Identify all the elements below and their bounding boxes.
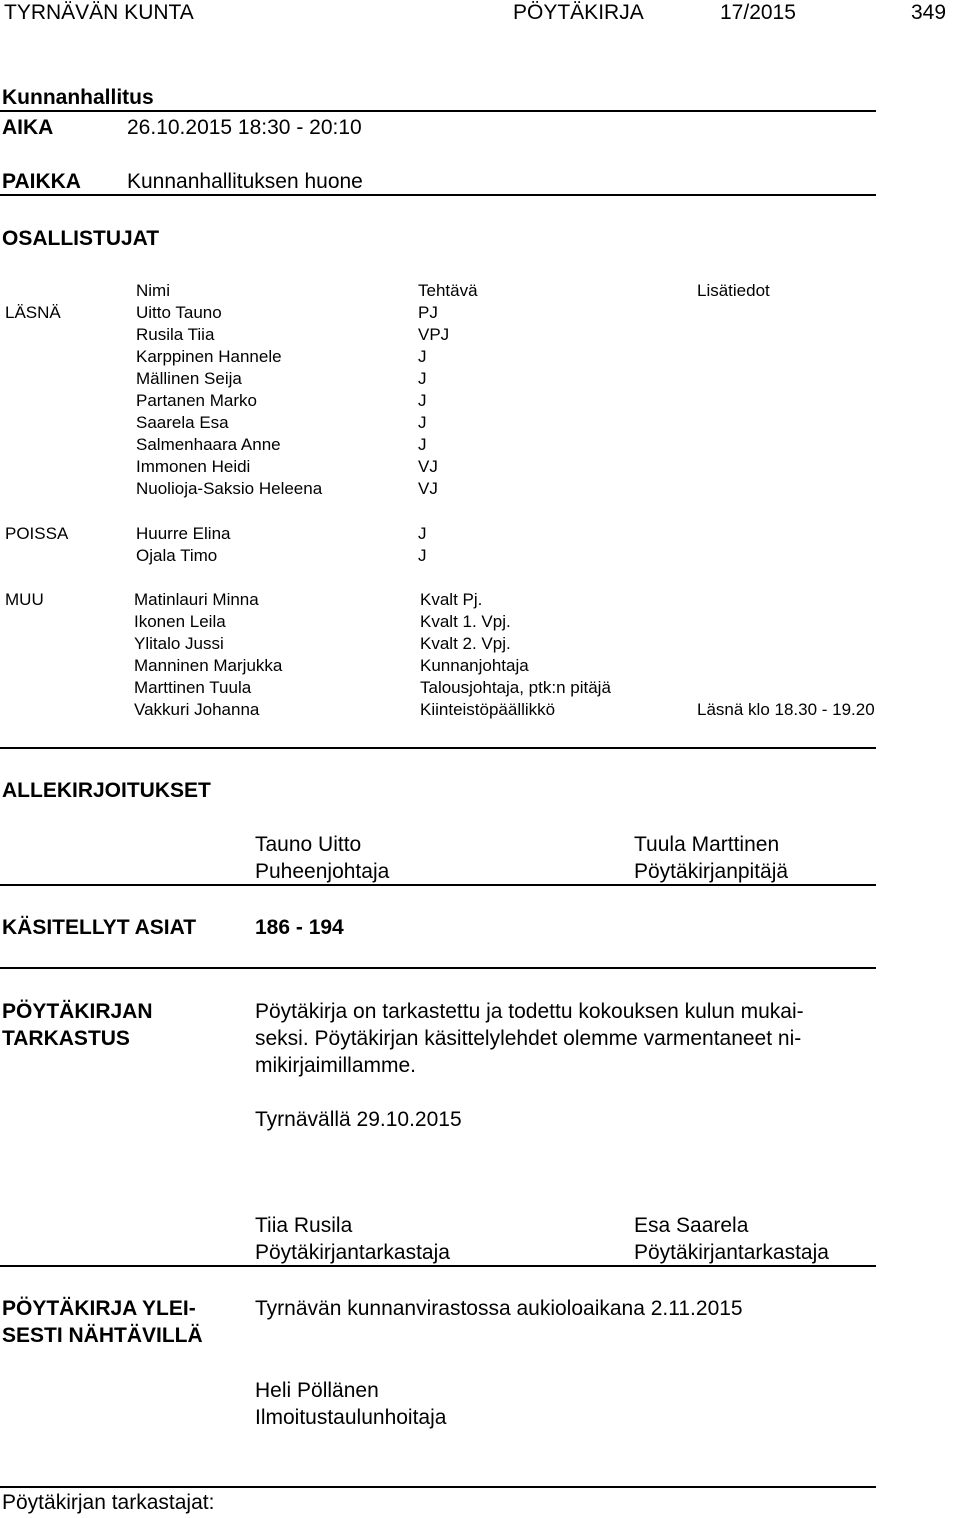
column-header-role: Tehtävä (418, 281, 478, 300)
public-display-text: Tyrnävän kunnanvirastossa aukioloaikana 2.11.2015 (255, 1297, 743, 1320)
page-number: 349 (911, 1, 947, 24)
column-header-info: Lisätiedot (697, 281, 770, 300)
divider (0, 194, 876, 196)
reviewer-name: Tiia Rusila (255, 1214, 353, 1237)
participant-role: J (418, 391, 427, 410)
time-value: 26.10.2015 18:30 - 20:10 (127, 116, 362, 139)
participant-info: Läsnä klo 18.30 - 19.20 (697, 700, 875, 719)
place-label: PAIKKA (2, 170, 81, 193)
participant-role: J (418, 347, 427, 366)
participant-role: VPJ (418, 325, 450, 344)
participant-name: Saarela Esa (136, 413, 229, 432)
review-label: PÖYTÄKIRJAN (2, 1000, 153, 1023)
official-title: Ilmoitustaulunhoitaja (255, 1406, 447, 1429)
participant-name: Nuolioja-Saksio Heleena (136, 479, 323, 498)
participant-role: VJ (418, 479, 438, 498)
public-label: PÖYTÄKIRJA YLEI- (2, 1297, 196, 1320)
participant-role: J (418, 546, 427, 565)
other-label: MUU (5, 590, 44, 609)
review-text-line: seksi. Pöytäkirjan käsittelylehdet olemme varmentaneet ni- (255, 1027, 802, 1050)
place-value: Kunnanhallituksen huone (127, 170, 363, 193)
participant-name: Rusila Tiia (136, 325, 215, 344)
divider (0, 110, 876, 112)
reviewers-label: Pöytäkirjan tarkastajat: (2, 1491, 215, 1514)
present-label: LÄSNÄ (5, 303, 61, 322)
secretary-name: Tuula Marttinen (634, 833, 780, 856)
participant-role: Kvalt 1. Vpj. (420, 612, 511, 631)
participant-name: Partanen Marko (136, 391, 257, 410)
reviewer-name: Esa Saarela (634, 1214, 749, 1237)
municipality-name: TYRNÄVÄN KUNTA (4, 1, 194, 24)
participant-role: J (418, 524, 427, 543)
participant-name: Marttinen Tuula (134, 678, 252, 697)
official-name: Heli Pöllänen (255, 1379, 379, 1402)
participant-role: J (418, 369, 427, 388)
divider (0, 967, 876, 969)
participant-role: VJ (418, 457, 438, 476)
participant-role: Kiinteistöpäällikkö (420, 700, 556, 719)
absent-label: POISSA (5, 524, 69, 543)
divider (0, 1486, 876, 1488)
participant-role: J (418, 435, 427, 454)
participant-name: Huurre Elina (136, 524, 231, 543)
review-place-date: Tyrnävällä 29.10.2015 (255, 1108, 462, 1131)
time-label: AIKA (2, 116, 54, 139)
participant-role: PJ (418, 303, 438, 322)
signatures-heading: ALLEKIRJOITUKSET (2, 779, 211, 802)
divider (0, 747, 876, 749)
chair-title: Puheenjohtaja (255, 860, 390, 883)
participant-name: Manninen Marjukka (134, 656, 283, 675)
participant-role: J (418, 413, 427, 432)
participant-role: Talousjohtaja, ptk:n pitäjä (420, 678, 611, 697)
participant-name: Karppinen Hannele (136, 347, 282, 366)
meeting-body: Kunnanhallitus (2, 86, 154, 109)
document-number: 17/2015 (720, 1, 796, 24)
participant-name: Ylitalo Jussi (134, 634, 224, 653)
participants-heading: OSALLISTUJAT (2, 227, 160, 250)
divider (0, 1265, 876, 1267)
participant-role: Kunnanjohtaja (420, 656, 529, 675)
review-label: TARKASTUS (2, 1027, 130, 1050)
participant-name: Vakkuri Johanna (134, 700, 260, 719)
items-label: KÄSITELLYT ASIAT (2, 916, 197, 939)
participant-role: Kvalt 2. Vpj. (420, 634, 511, 653)
divider (0, 884, 876, 886)
participant-name: Ojala Timo (136, 546, 218, 565)
public-label: SESTI NÄHTÄVILLÄ (2, 1324, 203, 1347)
participant-name: Mällinen Seija (136, 369, 242, 388)
reviewer-title: Pöytäkirjantarkastaja (255, 1241, 450, 1264)
document-type: PÖYTÄKIRJA (513, 1, 644, 24)
participant-role: Kvalt Pj. (420, 590, 483, 609)
items-range: 186 - 194 (255, 916, 344, 939)
column-header-name: Nimi (136, 281, 170, 300)
review-text-line: Pöytäkirja on tarkastettu ja todettu kokouksen kulun mukai- (255, 1000, 804, 1023)
secretary-title: Pöytäkirjanpitäjä (634, 860, 789, 883)
participant-name: Ikonen Leila (134, 612, 226, 631)
participant-name: Immonen Heidi (136, 457, 251, 476)
chair-name: Tauno Uitto (255, 833, 362, 856)
participant-name: Matinlauri Minna (134, 590, 259, 609)
review-text-line: mikirjaimillamme. (255, 1054, 416, 1077)
participant-name: Salmenhaara Anne (136, 435, 281, 454)
participant-name: Uitto Tauno (136, 303, 222, 322)
reviewer-title: Pöytäkirjantarkastaja (634, 1241, 829, 1264)
